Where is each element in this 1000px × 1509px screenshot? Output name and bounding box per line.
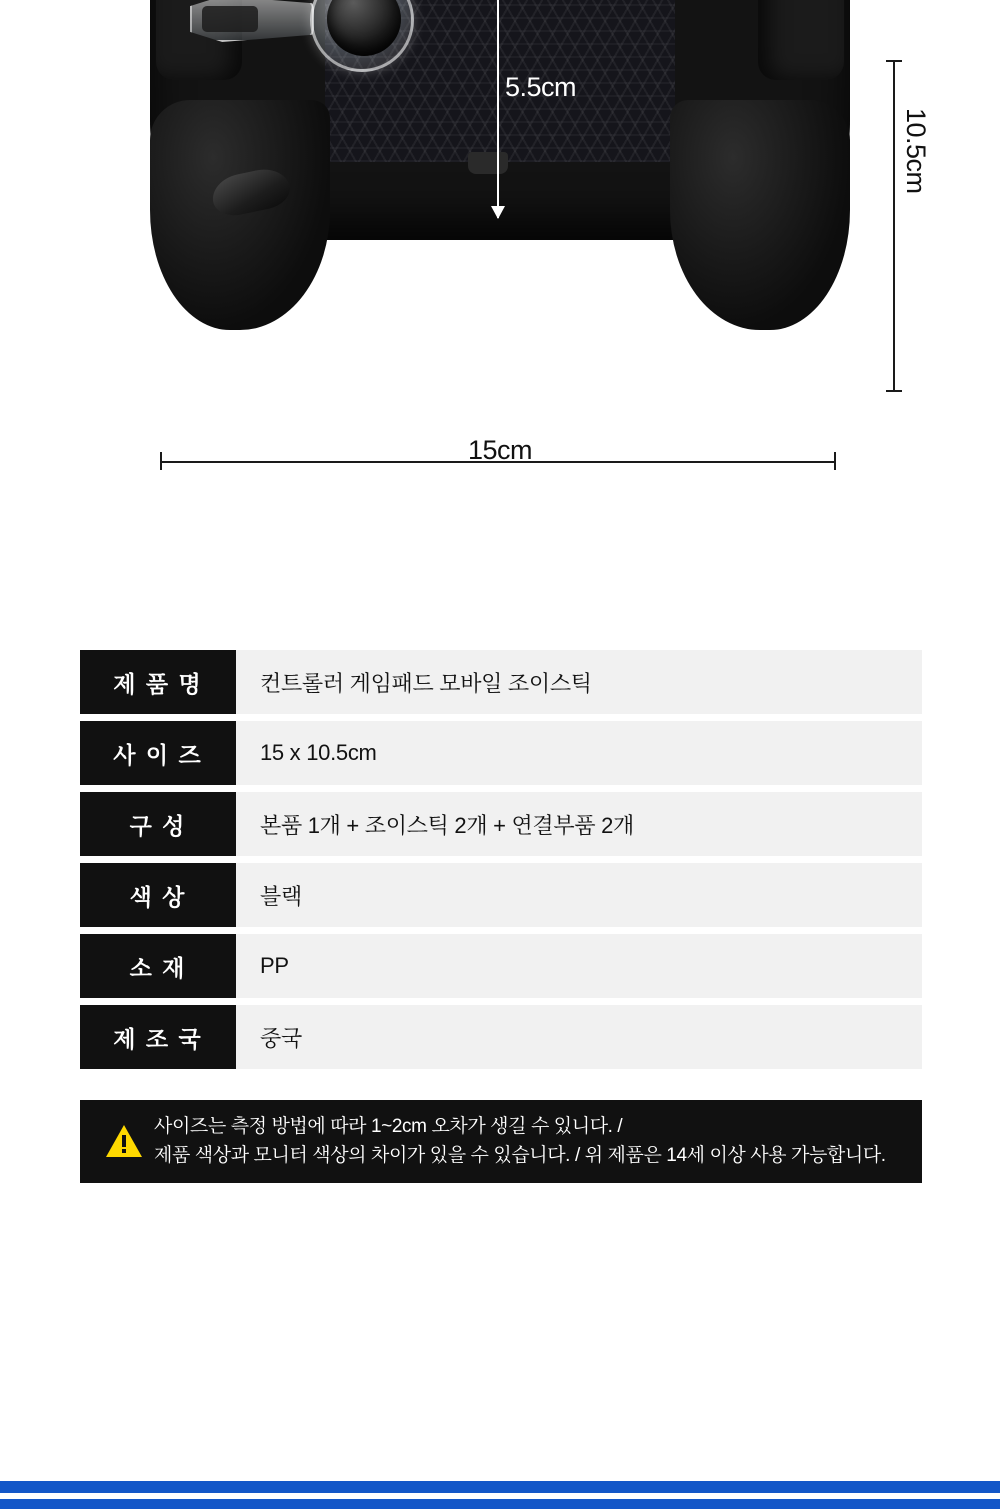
warning-triangle-icon [102, 1123, 146, 1159]
table-row [80, 1005, 922, 1069]
gamepad-center-tab [468, 152, 508, 174]
notice-line-1: 사이즈는 측정 방법에 따라 1~2cm 오차가 생길 수 있니다. / [154, 1116, 623, 1137]
product-photo-section [0, 0, 1000, 490]
dimension-line-height [893, 60, 895, 390]
table-row [80, 721, 922, 785]
table-row [80, 650, 922, 714]
dimension-line-inner-vertical [497, 0, 499, 218]
dimension-cap-height-top [886, 60, 902, 62]
gamepad-product-image [150, 0, 850, 390]
gamepad-right-shoulder [758, 0, 844, 80]
joystick-cap [327, 0, 401, 56]
joystick-clip-pad [202, 6, 258, 32]
notice-banner [80, 1100, 922, 1183]
product-spec-table [80, 650, 922, 1076]
dimension-label-height: 10.5cm [901, 108, 931, 194]
bottom-accent-bar-primary [0, 1481, 1000, 1493]
spec-value-size: 15 x 10.5cm [236, 721, 922, 785]
dimension-cap-height-bottom [886, 390, 902, 392]
spec-value-components: 본품 1개 + 조이스틱 2개 + 연결부품 2개 [236, 792, 922, 856]
spec-value-color: 블랙 [236, 863, 922, 927]
dimension-label-inner: 5.5cm [505, 72, 577, 102]
gamepad-left-grip [150, 100, 330, 330]
table-row [80, 934, 922, 998]
spec-key-product-name: 제 품 명 [80, 650, 236, 714]
spec-value-material: PP [236, 934, 922, 998]
dimension-label-width: 15cm [467, 435, 533, 465]
notice-line-2: 제품 색상과 모니터 색상의 차이가 있을 수 있습니다. / 위 제품은 14세 이상 사용 가능합니다. [154, 1145, 886, 1167]
spec-key-material: 소 재 [80, 934, 236, 998]
spec-value-origin: 중국 [236, 1005, 922, 1069]
table-row [80, 792, 922, 856]
bottom-accent-bar-secondary [0, 1499, 1000, 1509]
spec-key-components: 구 성 [80, 792, 236, 856]
gamepad-left-trigger [209, 164, 294, 219]
spec-key-origin: 제 조 국 [80, 1005, 236, 1069]
spec-value-product-name: 컨트롤러 게임패드 모바일 조이스틱 [236, 650, 922, 714]
spec-key-color: 색 상 [80, 863, 236, 927]
table-row [80, 863, 922, 927]
gamepad-right-grip [670, 100, 850, 330]
spec-key-size: 사 이 즈 [80, 721, 236, 785]
notice-text [146, 1112, 886, 1171]
